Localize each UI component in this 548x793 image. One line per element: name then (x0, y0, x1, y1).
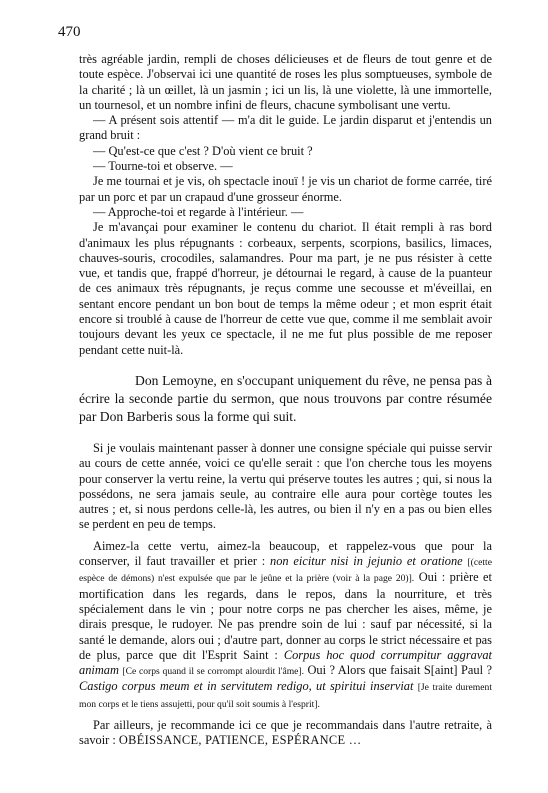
paragraph: — Qu'est-ce que c'est ? D'où vient ce bruit ? (93, 143, 313, 158)
latin-quote: Corpus hoc quod corrumpitur aggravat animam (79, 647, 492, 678)
sermon-summary (79, 441, 492, 749)
text-run: Par ailleurs, je recommande ici ce que je recommandais dans l'autre retraite, à savoir : (79, 718, 492, 748)
latin-quote: non eicitur nisi in jejunio et oratione (270, 554, 463, 569)
paragraph: — A présent sois attentif — m'a dit le guide. Le jardin disparut et j'entendis un grand bruit : (79, 113, 492, 143)
paragraph (79, 718, 492, 749)
page-number: 470 (58, 24, 81, 40)
paragraph: — Approche-toi et regarde à l'intérieur. — (93, 204, 304, 219)
paragraph (79, 539, 492, 712)
paragraph: Si je voulais maintenant passer à donner une consigne spéciale qui puisse servir au cours de cette année, voici ce qu'elle serait : que l'on cherche tous les moyens pour conserver la vertu reine, la vertu qui préserve toutes les autres ; qui, si nous la possédons, ne sera jamais seule, au contraire elle aura pour cortège toutes les autres ; et, si nous perdons celle-là, les autres, ou bien il n'y en a pas ou bien elles se perdent en peu de temps. (79, 441, 492, 532)
paragraph: — Tourne-toi et observe. — (93, 159, 233, 174)
text-run: Oui : prière et mortification dans les regards, dans le repos, dans la nourriture, et très spécialement dans le vin ; pour notre corps ne pas chercher les aises, même, je dirais presque, le rudoyer. Ne pas prendre soin de lui : sauf par nécessité, si la santé le demande, alors oui ; d'autre part, donner au corps le strict nécessaire et pas de plus, parce que dit l'Esprit Saint : (79, 570, 492, 662)
translation-note: [Je traite durement mon corps et le tiens assujetti, pour qu'il soit soumis à l'esprit]. (79, 682, 492, 710)
paragraph: très agréable jardin, rempli de choses délicieuses et de fleurs de tout genre et de toute espèce. J'observai ici une quantité de roses les plus somptueuses, symbole de la charité ; là un œillet, là un jasmin ; ici un lis, là une violette, là une immortelle, un tournesol, et un nombre infini de fleurs, chacune symbolisant une vertu. (79, 52, 492, 112)
paragraph: Je m'avançai pour examiner le contenu du chariot. Il était rempli à ras bord d'animaux les plus répugnants : corbeaux, serpents, scorpions, basilics, limaces, chauves-souris, crocodiles, salamandres. Pour ma part, je ne pus résister à cette vue, et tandis que, frappé d'horreur, je détournai le regard, à cause de la puanteur de ces animaux très répugnants, je reçus comme une secousse et m'éveillai, en sentant encore pendant un bon bout de temps la même odeur ; et mon esprit était encore si troublé à cause de l'horreur de cette vue que, comme il me semblait avoir toujours devant les yeux ce spectacle, il ne me fut plus possible de me reposer pendant cette nuit-là. (79, 220, 492, 357)
virtues-list: OBÉISSANCE, PATIENCE, ESPÉRANCE … (118, 733, 362, 748)
text-run: Aimez-la cette vertu, aimez-la beaucoup, et rappelez-vous que pour la conserver, il faut travailler et prier : (79, 538, 492, 569)
text-run: Oui ? Alors que faisait S[aint] Paul ? (304, 663, 492, 678)
paragraph: Je me tournai et je vis, oh spectacle inouï ! je vis un chariot de forme carrée, tiré par un porc et par un crapaud d'une grosseur énorme. (79, 174, 492, 204)
editorial-note (79, 372, 492, 425)
translation-note: [Ce corps quand il se corrompt alourdit l'âme]. (122, 666, 305, 678)
paragraph: Don Lemoyne, en s'occupant uniquement du rêve, ne pensa pas à écrire la seconde partie du sermon, que nous trouvons par contre résumée par Don Barberis sous la forme qui suit. (79, 373, 492, 424)
dream-narrative (79, 52, 492, 358)
latin-quote: Castigo corpus meum et in servitutem redigo, ut spiritui inserviat (79, 679, 414, 694)
translation-note: [(cette espèce de démons) n'est expulsée que par le jeûne et la prière (voir à la page 20)]. (79, 557, 492, 585)
